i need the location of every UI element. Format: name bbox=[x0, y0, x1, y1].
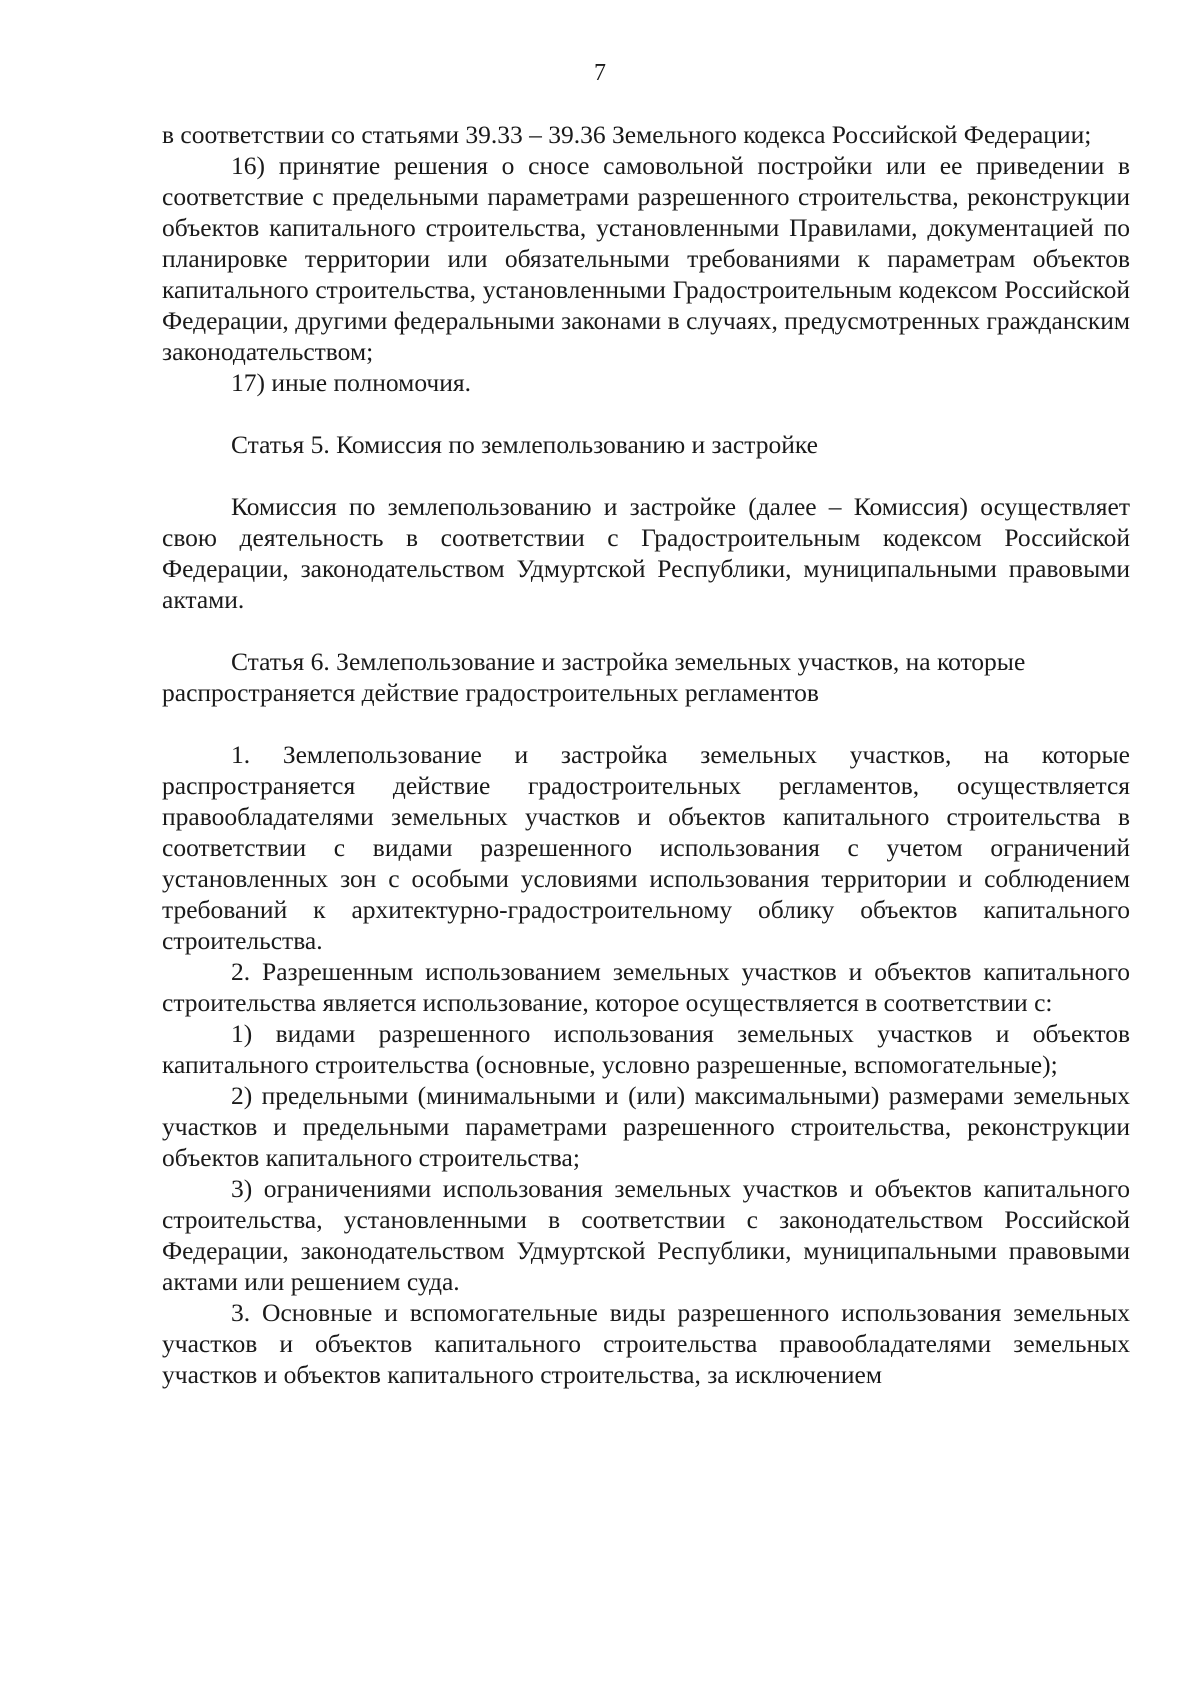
article-6-heading: Статья 6. Землепользование и застройка земельных участков, на которые распространяется действие градостроительных регламентов bbox=[162, 647, 1026, 707]
article-5-heading: Статья 5. Комиссия по землепользованию и застройке bbox=[231, 430, 818, 459]
article-6-clause-3: 3. Основные и вспомогательные виды разрешенного использования земельных участков и объектов капитального строительства правообладателями земельных участков и объектов капитального строительства, за исключением bbox=[162, 1298, 1130, 1389]
list-item-17: 17) иные полномочия. bbox=[231, 368, 471, 397]
list-item-16: 16) принятие решения о сносе самовольной постройки или ее приведении в соответствие с предельными параметрами разрешенного строительства, реконструкции объектов капитального строительства, установленными Правилами, документацией по планировке территории или обязательными требованиями к параметрам объектов капитального строительства, установленными Градостроительным кодексом Российской Федерации, другими федеральными законами в случаях, предусмотренных гражданским законодательством; bbox=[162, 151, 1130, 366]
clause-2-item-1: 1) видами разрешенного использования земельных участков и объектов капитального строительства (основные, условно разрешенные, вспомогательные); bbox=[162, 1019, 1130, 1079]
paragraph-continuation: в соответствии со статьями 39.33 – 39.36 Земельного кодекса Российской Федерации; bbox=[162, 120, 1092, 149]
article-6-clause-1: 1. Землепользование и застройка земельных участков, на которые распространяется действие градостроительных регламентов, осуществляется правообладателями земельных участков и объектов капитального строительства в соответствии с видами разрешенного использования с учетом ограничений установленных зон с особыми условиями использования территории и соблюдением требований к архитектурно-градостроительному облику объектов капитального строительства. bbox=[162, 740, 1130, 955]
article-6-clause-2: 2. Разрешенным использованием земельных участков и объектов капитального строительства является использование, которое осуществляется в соответствии с: bbox=[162, 957, 1130, 1017]
clause-2-item-3: 3) ограничениями использования земельных участков и объектов капитального строительства, установленными в соответствии с законодательством Российской Федерации, законодательством Удмуртской Республики, муниципальными правовыми актами или решением суда. bbox=[162, 1174, 1130, 1296]
document-body bbox=[162, 119, 1130, 1390]
article-5-paragraph: Комиссия по землепользованию и застройке (далее – Комиссия) осуществляет свою деятельность в соответствии с Градостроительным кодексом Российской Федерации, законодательством Удмуртской Республики, муниципальными правовыми актами. bbox=[162, 492, 1130, 614]
clause-2-item-2: 2) предельными (минимальными и (или) максимальными) размерами земельных участков и предельными параметрами разрешенного строительства, реконструкции объектов капитального строительства; bbox=[162, 1081, 1130, 1172]
page-number: 7 bbox=[594, 60, 606, 86]
